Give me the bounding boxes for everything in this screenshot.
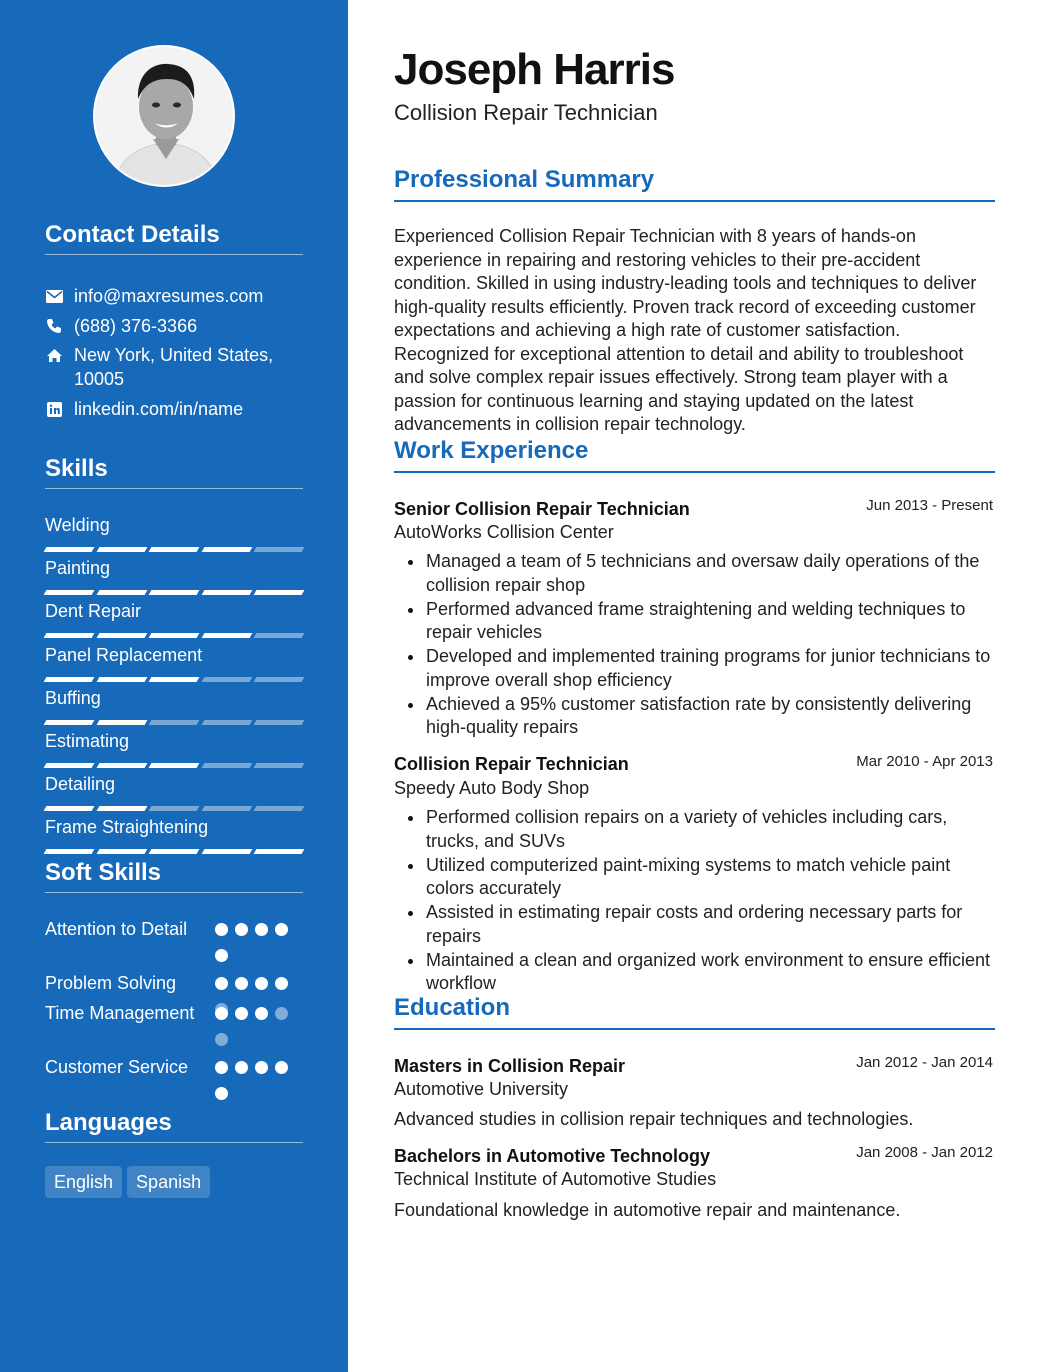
rating-dot	[235, 1061, 248, 1074]
rating-dot	[255, 1061, 268, 1074]
skill-name: Panel Replacement	[45, 645, 203, 665]
skill-name: Welding	[45, 515, 110, 535]
skill-level-bar	[45, 547, 303, 552]
education-heading: Education	[394, 993, 995, 1030]
skill-level-segment	[96, 720, 146, 725]
job-bullets	[426, 550, 996, 740]
skill-name: Dent Repair	[45, 601, 142, 621]
skill-level-segment	[201, 547, 251, 552]
languages-heading: Languages	[45, 1108, 303, 1143]
rating-dot	[275, 923, 288, 936]
job-title: Collision Repair Technician	[394, 754, 629, 774]
job-bullet: Maintained a clean and organized work environment to ensure efficient workflow	[426, 949, 996, 996]
skill-level-segment	[44, 849, 94, 854]
skill-level-segment	[96, 633, 146, 638]
skill-level-segment	[149, 590, 199, 595]
job-bullets	[426, 806, 996, 996]
contact-email[interactable]	[45, 284, 303, 308]
skill-level-segment	[201, 763, 251, 768]
contact-address	[45, 343, 303, 391]
skill-name: Estimating	[45, 731, 130, 751]
skill-level-segment	[44, 547, 94, 552]
rating-dot	[275, 977, 288, 990]
skill-level-segment	[96, 547, 146, 552]
skill-level-segment	[149, 633, 199, 638]
skills-heading: Skills	[45, 454, 303, 489]
experience-heading: Work Experience	[394, 436, 995, 473]
contact-linkedin-text: linkedin.com/in/name	[74, 399, 244, 419]
skill-level-segment	[96, 849, 146, 854]
contact-address-text	[74, 343, 273, 391]
skill-level-segment	[254, 849, 304, 854]
contact-phone[interactable]	[45, 314, 303, 338]
rating-dot	[255, 977, 268, 990]
school-name: Technical Institute of Automotive Studies	[394, 1169, 717, 1189]
summary-heading: Professional Summary	[394, 165, 995, 202]
skill-item	[45, 513, 303, 552]
skill-level-segment	[149, 547, 199, 552]
contact-email-text: info@maxresumes.com	[74, 286, 264, 306]
skill-level-bar	[45, 763, 303, 768]
job-bullet: Utilized computerized paint-mixing systems to match vehicle paint colors accurately	[426, 854, 996, 901]
skill-level-segment	[44, 763, 94, 768]
degree-description: Foundational knowledge in automotive repair and maintenance.	[394, 1200, 901, 1220]
skill-level-segment	[149, 806, 199, 811]
rating-dot	[215, 923, 228, 936]
skill-level-segment	[254, 763, 304, 768]
skill-item	[45, 556, 303, 595]
skill-level-segment	[149, 849, 199, 854]
address-line-2: 10005	[74, 369, 125, 389]
skill-level-segment	[254, 590, 304, 595]
summary-text: Experienced Collision Repair Technician with 8 years of hands-on experience in repairing and restoring vehicles to their pre-accident condition. Skilled in using industry-leading tools and techniques to deliver high-quality results efficiently. Proven track record of exceeding customer expectations and achieving a high rate of customer satisfaction. Recognized for exceptional attention to detail and ability to troubleshoot and solve complex repair issues effectively. Strong team player with a passion for continuous learning and staying updated on the latest advancements in collision repair technology.	[394, 226, 977, 434]
rating-dot	[275, 1007, 288, 1020]
skill-level-segment	[149, 763, 199, 768]
contact-linkedin[interactable]	[45, 397, 303, 421]
job-bullet: Performed collision repairs on a variety of vehicles including cars, trucks, and SUVs	[426, 806, 996, 853]
home-icon	[45, 343, 63, 367]
skill-level-segment	[201, 677, 251, 682]
skill-level-segment	[201, 806, 251, 811]
profile-photo-image	[95, 47, 235, 187]
job-bullet: Assisted in estimating repair costs and ordering necessary parts for repairs	[426, 901, 996, 948]
rating-dot	[215, 949, 228, 962]
job-company: Speedy Auto Body Shop	[394, 778, 590, 798]
candidate-role: Collision Repair Technician	[394, 100, 658, 125]
rating-dot	[215, 1087, 228, 1100]
skill-item	[45, 815, 303, 854]
skill-item	[45, 643, 303, 682]
soft-skill-rating	[215, 923, 295, 962]
soft-skill-name: Problem Solving	[45, 973, 177, 993]
envelope-icon	[45, 284, 63, 308]
degree-title: Bachelors in Automotive Technology	[394, 1146, 711, 1166]
skill-level-segment	[201, 633, 251, 638]
skill-level-bar	[45, 677, 303, 682]
linkedin-icon	[45, 397, 63, 421]
rating-dot	[215, 1007, 228, 1020]
skill-name: Detailing	[45, 774, 116, 794]
job-bullet: Developed and implemented training programs for junior technicians to improve overall shop efficiency	[426, 645, 996, 692]
soft-skill-rating	[215, 1007, 295, 1046]
skill-item	[45, 599, 303, 638]
address-line-1: New York, United States,	[74, 345, 274, 365]
skill-level-segment	[44, 633, 94, 638]
skill-name: Frame Straightening	[45, 817, 209, 837]
rating-dot	[255, 923, 268, 936]
soft-skill-name: Customer Service	[45, 1057, 189, 1077]
degree-dates: Jan 2012 - Jan 2014	[856, 1054, 993, 1071]
skill-level-bar	[45, 849, 303, 854]
skill-level-segment	[254, 677, 304, 682]
skill-item	[45, 772, 303, 811]
skill-item	[45, 686, 303, 725]
rating-dot	[255, 1007, 268, 1020]
job-title: Senior Collision Repair Technician	[394, 499, 690, 519]
language-tag: Spanish	[127, 1166, 210, 1198]
rating-dot	[215, 977, 228, 990]
job-dates: Jun 2013 - Present	[866, 497, 993, 514]
skill-item	[45, 729, 303, 768]
school-name: Automotive University	[394, 1079, 569, 1099]
skill-level-segment	[44, 806, 94, 811]
skill-level-segment	[44, 677, 94, 682]
job-company: AutoWorks Collision Center	[394, 522, 614, 542]
phone-icon	[45, 314, 63, 338]
job-bullet: Managed a team of 5 technicians and oversaw daily operations of the collision repair shop	[426, 550, 996, 597]
skill-name: Buffing	[45, 688, 101, 708]
job-dates: Mar 2010 - Apr 2013	[856, 753, 993, 770]
rating-dot	[235, 923, 248, 936]
skill-name: Painting	[45, 558, 111, 578]
rating-dot	[215, 1033, 228, 1046]
skill-level-segment	[96, 763, 146, 768]
skill-level-segment	[96, 590, 146, 595]
contact-phone-text: (688) 376-3366	[74, 316, 198, 336]
skill-level-bar	[45, 720, 303, 725]
soft-skills-heading: Soft Skills	[45, 858, 303, 893]
skill-level-segment	[254, 547, 304, 552]
skill-level-segment	[254, 806, 304, 811]
soft-skill-name: Attention to Detail	[45, 919, 188, 939]
skill-level-bar	[45, 633, 303, 638]
skill-level-segment	[96, 677, 146, 682]
profile-photo	[93, 45, 235, 187]
skill-level-segment	[254, 633, 304, 638]
job-bullet: Achieved a 95% customer satisfaction rate by consistently delivering high-quality repairs	[426, 693, 996, 740]
skill-level-segment	[254, 720, 304, 725]
candidate-name: Joseph Harris	[394, 45, 675, 94]
job-bullet: Performed advanced frame straightening and welding techniques to repair vehicles	[426, 598, 996, 645]
degree-dates: Jan 2008 - Jan 2012	[856, 1144, 993, 1161]
soft-skill-name: Time Management	[45, 1003, 195, 1023]
skill-level-segment	[201, 849, 251, 854]
skill-level-bar	[45, 806, 303, 811]
skill-level-segment	[201, 590, 251, 595]
rating-dot	[235, 1007, 248, 1020]
rating-dot	[275, 1061, 288, 1074]
rating-dot	[215, 1061, 228, 1074]
contact-heading: Contact Details	[45, 220, 303, 255]
skill-level-segment	[149, 720, 199, 725]
skill-level-segment	[201, 720, 251, 725]
skill-level-segment	[149, 677, 199, 682]
degree-title: Masters in Collision Repair	[394, 1056, 626, 1076]
soft-skill-rating	[215, 1061, 295, 1100]
skill-level-segment	[44, 720, 94, 725]
degree-description: Advanced studies in collision repair techniques and technologies.	[394, 1109, 914, 1129]
sidebar	[0, 0, 348, 1372]
rating-dot	[235, 977, 248, 990]
skill-level-segment	[44, 590, 94, 595]
languages-list	[45, 1166, 210, 1198]
language-tag: English	[45, 1166, 122, 1198]
skill-level-bar	[45, 590, 303, 595]
skill-level-segment	[96, 806, 146, 811]
